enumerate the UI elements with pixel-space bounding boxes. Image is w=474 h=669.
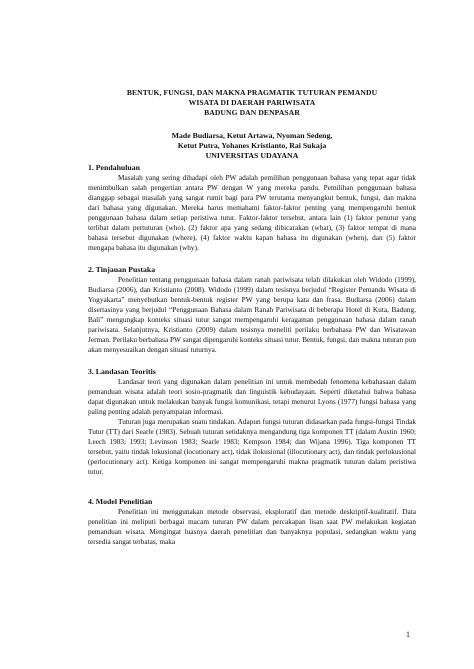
affiliation: UNIVERSITAS UDAYANA — [205, 151, 299, 160]
paragraph: Penelitian ini menggunakan metode observasi, eksploratif dan metode deskriptif-kualitatif. Data penelitian ini meliputi berbagai macam tuturan PW dalam percakapan lisan saat PW melakukan kegiatan pemanduan wisata. Mengingat luasnya daerah penelitian dan banyaknya populasi, sedangkan waktu yang tersedia sangat terbatas, maka — [88, 507, 416, 546]
paragraph: Tuturan juga merupakan suatu tindakan. Adapun fungsi tuturan didasarkan pada fungsi-fungsi Tindak Tutur (TT) dari Searle (1983). Sebuah tuturan setidaknya mengandung tiga komponen TT (dalam Austin 1960; Leech 1983; 1993; Levinson 1983; Searle 1983; Kempson 1984; dan Wijana 1996). Tiga komponen TT tersebut, yaitu tindak lokusional (locutionary act), tidak ilokusional (illocutionary act), dan tindak perlokusional (perlocutionary act). Ketiga komponen ini sangat mempengaruhi makna pragmatik tuturan dalam peristiwa tutur. — [88, 417, 416, 476]
title-line-3: BADUNG DAN DENPASAR — [204, 108, 300, 117]
title-line-1: BENTUK, FUNGSI, DAN MAKNA PRAGMATIK TUTURAN PEMANDU — [126, 88, 378, 97]
section-heading-model-penelitian: 4. Model Penelitian — [88, 497, 153, 506]
section-heading-tinjauan-pustaka: 2. Tinjauan Pustaka — [88, 265, 156, 274]
section-heading-pendahuluan: 1. Pendahuluan — [88, 163, 141, 172]
paper-title — [88, 88, 416, 118]
page-number: 1 — [406, 630, 410, 639]
authors-line-2: Ketut Putra, Yohanes Kristianto, Rai Sukaja — [177, 141, 327, 150]
section-heading-landasan-teoritis: 3. Landasan Teoritis — [88, 367, 156, 376]
paragraph: Masalah yang sering dihadapi oleh PW adalah pemilihan penggunaan bahasa yang tepat agar tidak menimbulkan salah pengertian antara PW dengan W yang mereka pandu. Pemilihan penggunaan bahasa dianggap sebagai masalah yang sangat rumit bagi para PW terutama menyangkut bentuk, fungsi, dan makna dari bahasa yang digunakan. Mereka harus memahami faktor-faktor penting yang mempengaruhi bentuk penggunaan bahasa dalam setiap peristiwa tutur. Faktor-faktor tersebut, antara lain (1) faktor penutur yang terlibat dalam pertuturan (who), (2) faktor apa yang sedang dibicarakan (what), (3) faktor tempat di mana bahasa tersebut digunakan (where), (4) faktor waktu kapan bahasa itu digunakan (when), dan (5) faktor mengapa bahasa itu digunakan (why). — [88, 173, 416, 252]
title-line-2: WISATA DI DAERAH PARIWISATA — [188, 98, 316, 107]
paragraph: Landasar teori yang digunakan dalam penelitian ini untuk membedah fenomena kebahasaan dalam pemanduan wisata adalah teori sosio-pragmatik dan linguistik kebudayaan. Seperti diketahui bahwa bahasa dapat digunakan untuk melakukan banyak fungsi komunikasi, tetapi menurut Lyons (1977) fungsi bahasa yang paling penting adalah penyampaian informasi. — [88, 377, 416, 416]
paragraph: Penelitian tentang penggunaan bahasa dalam ranah pariwisata telah dilakukan oleh Widodo (1999), Budiarsa (2006), dan Kristianto (2008). Widodo (1999) dalam tesisnya berjudul “Register Pemandu Wisata di Yogyakarta” menyebutkan bentuk-bentuk register PW yang berupa kata dan frasa. Budiarsa (2006) dalam disertasinya yang berjudul “Penggunaan Bahasa dalam Ranah Pariwisata di beberapa Hotel di Kuta, Badung, Bali” mengungkap konteks situasi tutur sangat mempengaruhi keragaman penggunaan bahasa dalam ranah pariwisata. Selanjutnya, Kristianto (2009) dalam tesisnya meneliti perilaku berbahasa PW dan Wisatawan Jerman. Perilaku berbahasa PW sangat dipengaruhi konteks situasi tutur. Bentuk, fungsi, dan makna tuturan pun akan menyesuaikan dengan situasi tuturnya. — [88, 275, 416, 354]
authors-line-1: Made Budiarsa, Ketut Artawa, Nyoman Sedeng, — [171, 131, 333, 140]
author-block — [88, 131, 416, 161]
